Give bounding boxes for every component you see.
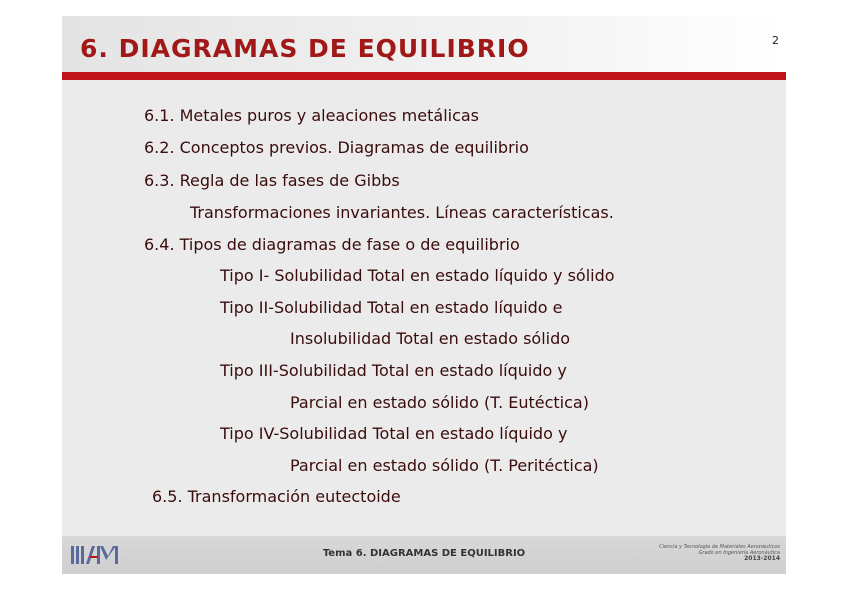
footer-title: Tema 6. DIAGRAMAS DE EQUILIBRIO	[322, 548, 526, 559]
list-subitem-tipo-3: Tipo III-Solubilidad Total en estado líquido y	[220, 361, 567, 380]
list-item-6-5: 6.5. Transformación eutectoide	[152, 487, 401, 506]
slide-footer	[62, 536, 786, 574]
page-number: 2	[772, 34, 779, 47]
list-subitem-tipo-4: Tipo IV-Solubilidad Total en estado líquido y	[220, 424, 568, 443]
footer-degree-name: Grado en Ingeniería Aeronáutica	[698, 550, 780, 556]
title-band	[62, 16, 786, 72]
slide	[62, 16, 786, 574]
footer-course-info	[659, 544, 780, 562]
list-item-6-4: 6.4. Tipos de diagramas de fase o de equilibrio	[144, 235, 520, 254]
list-subitem-tipo-1: Tipo I- Solubilidad Total en estado líquido y sólido	[220, 266, 615, 285]
list-item-6-1: 6.1. Metales puros y aleaciones metálicas	[144, 106, 480, 125]
list-subitem-tipo-4-cont: Parcial en estado sólido (T. Peritéctica)	[290, 456, 599, 475]
footer-academic-year: 2013-2014	[744, 555, 780, 562]
list-subitem-tipo-3-cont: Parcial en estado sólido (T. Eutéctica)	[290, 393, 589, 412]
list-item-6-3: 6.3. Regla de las fases de Gibbs	[144, 171, 400, 190]
list-item-6-2: 6.2. Conceptos previos. Diagramas de equilibrio	[144, 138, 529, 157]
list-subitem-tipo-2-cont: Insolubilidad Total en estado sólido	[290, 329, 571, 348]
footer-course-name: Ciencia y Tecnología de Materiales Aeronáuticos	[659, 544, 780, 550]
list-subitem-tipo-2: Tipo II-Solubilidad Total en estado líquido e	[220, 298, 563, 317]
title-underline	[62, 72, 786, 80]
slide-title: 6. DIAGRAMAS DE EQUILIBRIO	[80, 34, 530, 63]
list-subitem-invariantes: Transformaciones invariantes. Líneas características.	[190, 203, 614, 222]
